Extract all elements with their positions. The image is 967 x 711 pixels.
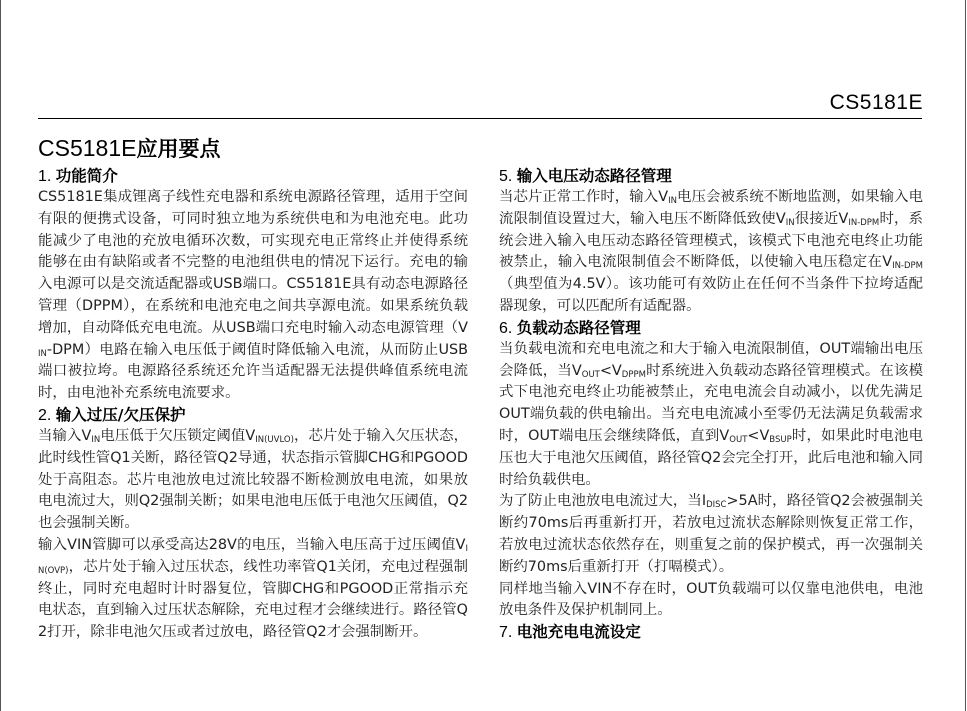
subscript: IN-DPM [848, 217, 880, 228]
section-heading-text: 电池充电电流设定 [516, 623, 641, 642]
subscript: IN(UVLO) [255, 434, 294, 445]
section-heading [499, 622, 923, 643]
body-paragraph: CS5181E集成锂离子线性充电器和系统电源路径管理，适用于空间有限的便携式设备，可同时独立地为系统供电和为电池充电。此功能减少了电池的充放电循环次数，可实现充电正常终止并使得系统能够在由有缺陷或者不完整的电池组供电的情况下运行。充电的输入电源可以是交流适配器或USB端口。CS5181E具有动态电源路径管理（DPPM），在系统和电池充电之间共享源电流。如果系统负载增加，自动降低充电电流。从USB端口充电时输入动态电源管理$(V_{IN}-DPM)$电路在输入电压低于阈值时降低输入电流，从而防止USB端口被拉垮。电源路径系统还允许当适配器无法提供峰值系统电流时，由电池补充系统电流要求。 [38, 189, 468, 402]
body-paragraph: 当芯片正常工作时，输入$V_{IN}$电压会被系统不断地监测，如果输入电流限制值设置过大，输入电压不断降低致使$V_{IN}$很接近$V_{IN-DPM}$时，系统会进入输入电压动态路径管理模式，该模式下电池充电终止功能被禁止，输入电流限制值会不断降低，以使输入电压稳定在$V_{IN-DPM}$（典型值为4.5V）。该功能可有效防止在任何不当条件下拉垮适配器现象，可以匹配所有适配器。 [499, 189, 923, 314]
subscript: IN-DPM [892, 261, 923, 272]
section-heading [499, 318, 923, 339]
subscript: IN [38, 348, 47, 359]
subscript: DISC [706, 500, 727, 511]
page-border-left [0, 0, 1, 711]
subscript: IN [91, 434, 101, 445]
subscript: OUT [581, 369, 600, 380]
right-column [499, 166, 923, 643]
subscript: IN [668, 196, 677, 206]
section-number: 6. [499, 319, 517, 337]
subscript: DPPM [621, 369, 646, 380]
section-number: 2. [38, 406, 56, 424]
page-border-right [965, 0, 966, 711]
section-number: 1. [38, 168, 56, 185]
section-heading-text: 功能简介 [55, 167, 118, 185]
subscript: IN [785, 217, 795, 228]
subscript: BSUP [769, 434, 792, 445]
body-paragraph: 同样地当输入VIN不存在时，OUT负载端可以仅靠电池供电，电池放电条件及保护机制同上。 [499, 580, 923, 619]
section-number: 7. [499, 624, 517, 642]
subscript: OUT [729, 434, 748, 445]
body-paragraph: 为了防止电池放电电流过大，当$I_{DISC}>5A$时，路径管Q2会被强制关断约70ms后再重新打开，若放电过流状态解除则恢复正常工作，若放电过流状态依然存在，则重复之前的保护模式，再一次强制关断约70ms后重新打开（打嗝模式）。 [499, 493, 924, 575]
section-heading-text: 输入过压/欠压保护 [55, 405, 186, 424]
header-rule [38, 118, 922, 119]
section-heading-text: 输入电压动态路径管理 [516, 167, 672, 185]
section-heading [38, 405, 468, 426]
page-title-text: 应用要点 [136, 137, 221, 161]
section-heading [499, 166, 923, 187]
page-title [38, 133, 220, 163]
body-paragraph: 输入VIN管脚可以承受高达28V的电压，当输入电压高于过压阈值$V_{IN(OVP)}$，芯片处于输入过压状态，线性功率管Q1关闭，充电过程强制终止，同时充电超时计时器复位，管脚CHG和PGOOD正常指示充电状态，直到输入过压状态解除，充电过程才会继续进行。路径管Q2打开，除非电池欠压或者过放电，路径管Q2才会强制断开。 [38, 536, 468, 641]
subscript: IN(OVP) [38, 543, 468, 576]
document-code: CS5181E [829, 91, 923, 114]
body-paragraph: 当输入$V_{IN}$电压低于欠压锁定阈值$V_{IN(UVLO)}$，芯片处于输入欠压状态，此时线性管Q1关断，路径管Q2导通，状态指示管脚CHG和PGOOD处于高阻态。芯片电池放电过流比较器不断检测放电电流，如果放电电流过大，则Q2强制关断；如果电池电压低于电池欠压阈值，Q2也会强制关断。 [38, 427, 468, 532]
page-title-model: CS5181E [38, 135, 137, 161]
body-paragraph: 当负载电流和充电电流之和大于输入电流限制值，OUT端输出电压会降低，当$V_{OUT}<V_{DPPM}$时系统进入负载动态路径管理模式。在该模式下电池充电终止功能被禁止，充电电流会自动减小，以优先满足OUT端负载的供电输出。当充电电流减小至零仍无法满足负载需求时，OUT端电压会继续降低，直到$V_{OUT}<V_{BSUP}$时，如果此时电池电压也大于电池欠压阈值，路径管Q2会完全打开，此后电池和输入同时给负载供电。 [499, 340, 923, 488]
section-heading-text: 负载动态路径管理 [516, 318, 641, 337]
section-number: 5. [499, 168, 517, 185]
left-column [38, 166, 468, 644]
section-heading [38, 166, 468, 187]
